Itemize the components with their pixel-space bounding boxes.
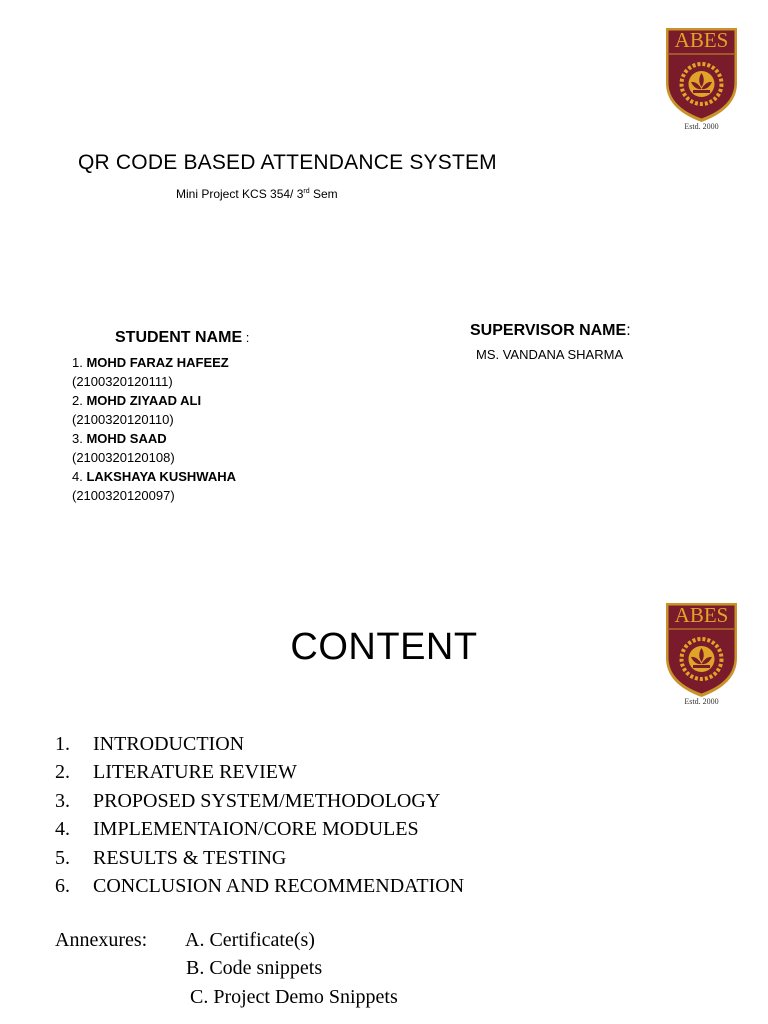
- supervisor-name: MS. VANDANA SHARMA: [476, 347, 624, 362]
- student-id: (2100320120110): [72, 412, 174, 427]
- student-num: 2.: [72, 393, 87, 408]
- logo-estd: Estd. 2000: [684, 697, 719, 706]
- student-name: MOHD SAAD: [86, 431, 167, 446]
- list-item: [55, 844, 464, 872]
- item-number: 5.: [55, 846, 70, 869]
- student-name: MOHD ZIYAAD ALI: [86, 393, 202, 408]
- project-subtitle: [176, 187, 338, 201]
- supervisor-heading-colon: :: [626, 322, 631, 339]
- student-id: (2100320120097): [72, 488, 175, 503]
- student-name-row: [72, 429, 236, 448]
- student-num: 4.: [72, 469, 87, 484]
- student-name-row: [72, 467, 236, 486]
- item-number: 6.: [55, 875, 70, 898]
- list-item: [55, 872, 464, 900]
- student-list: [72, 353, 236, 505]
- student-heading-text: STUDENT NAME: [115, 329, 243, 346]
- student-num: 1.: [72, 355, 87, 370]
- content-title: CONTENT: [290, 626, 478, 668]
- subtitle-sup: rd: [303, 188, 310, 195]
- item-label: LITERATURE REVIEW: [93, 761, 297, 784]
- student-num: 3.: [72, 431, 87, 446]
- content-list: [55, 730, 464, 900]
- list-item: [55, 758, 464, 786]
- student-name: LAKSHAYA KUSHWAHA: [86, 469, 236, 484]
- supervisor-heading-text: SUPERVISOR NAME: [470, 322, 627, 339]
- logo-text: ABES: [674, 28, 729, 52]
- item-label: IMPLEMENTAION/CORE MODULES: [93, 818, 419, 841]
- list-item: [55, 815, 464, 843]
- logo-estd: Estd. 2000: [684, 122, 719, 131]
- abes-logo: [664, 27, 739, 135]
- subtitle-main: Mini Project KCS 354/ 3: [176, 187, 304, 201]
- project-title: QR CODE BASED ATTENDANCE SYSTEM: [78, 151, 497, 174]
- logo-text: ABES: [674, 603, 729, 627]
- item-label: PROPOSED SYSTEM/METHODOLOGY: [93, 789, 441, 812]
- slide-content: [0, 560, 768, 1024]
- annex-item: A. Certificate(s): [185, 929, 315, 951]
- list-item: [55, 787, 464, 815]
- student-id: (2100320120111): [72, 374, 173, 389]
- student-heading-colon: :: [242, 330, 250, 345]
- student-name-row: [72, 391, 236, 410]
- item-label: CONCLUSION AND RECOMMENDATION: [93, 875, 465, 898]
- item-label: RESULTS & TESTING: [93, 846, 287, 869]
- supervisor-heading: [470, 322, 631, 340]
- student-name-row: [72, 353, 236, 372]
- annex-item: C. Project Demo Snippets: [190, 985, 398, 1008]
- list-item: [55, 730, 464, 758]
- annex-label: Annexures:: [55, 929, 148, 951]
- item-number: 3.: [55, 789, 70, 812]
- student-id: (2100320120108): [72, 450, 175, 465]
- subtitle-end: Sem: [309, 187, 338, 201]
- student-heading: [115, 329, 249, 347]
- student-name: MOHD FARAZ HAFEEZ: [86, 355, 229, 370]
- item-number: 1.: [55, 733, 70, 755]
- item-number: 2.: [55, 761, 70, 784]
- annex-item: B. Code snippets: [186, 957, 323, 980]
- item-number: 4.: [55, 818, 70, 841]
- item-label: INTRODUCTION: [93, 733, 245, 755]
